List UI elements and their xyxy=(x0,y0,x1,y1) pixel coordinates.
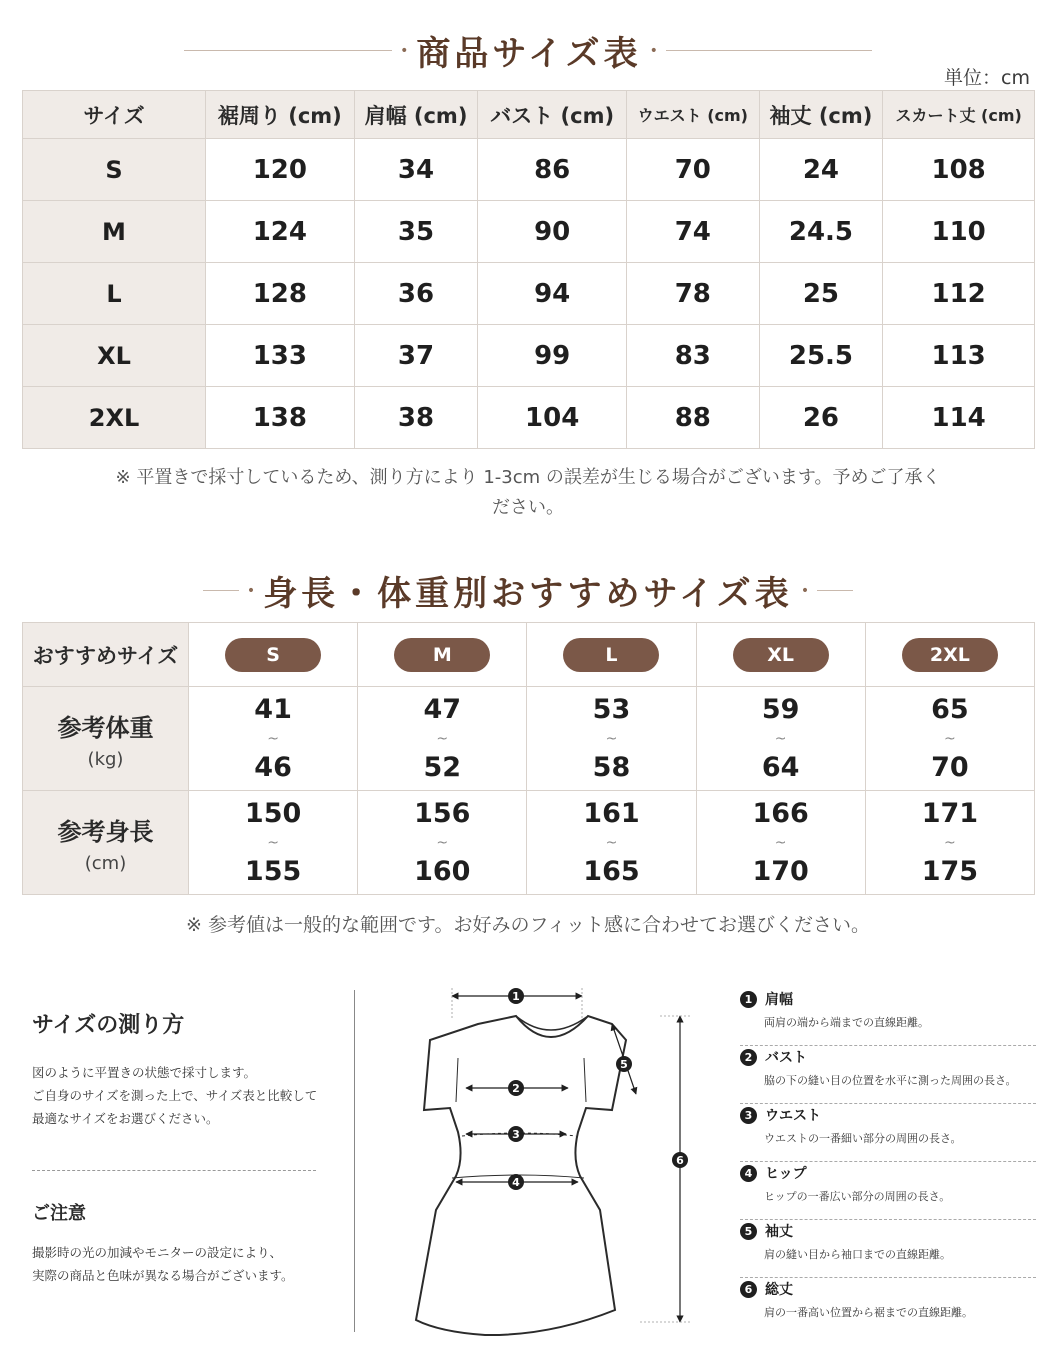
size-pill: 2XL xyxy=(902,638,998,672)
range-cell xyxy=(527,687,696,791)
howto-text: ご自身のサイズを測った上で、サイズ表と比較して xyxy=(32,1088,318,1103)
range-cell xyxy=(696,791,865,895)
table-cell: 113 xyxy=(883,325,1035,387)
table-cell: 83 xyxy=(627,325,760,387)
range-tilde: ~ xyxy=(605,834,618,851)
table-cell: 94 xyxy=(478,263,627,325)
marker-6 xyxy=(672,1152,688,1168)
table-cell: 108 xyxy=(883,139,1035,201)
range-min: 53 xyxy=(592,693,631,725)
table-cell: 74 xyxy=(627,201,760,263)
range-min: 59 xyxy=(761,693,800,725)
table-cell: 70 xyxy=(627,139,760,201)
marker-label: 6 xyxy=(676,1154,684,1167)
size-table-header xyxy=(23,91,1035,139)
table-cell: 138 xyxy=(206,387,355,449)
range-min: 150 xyxy=(244,797,302,829)
range-max: 52 xyxy=(423,751,462,783)
marker-label: 3 xyxy=(512,1128,520,1141)
size-label-cell: XL xyxy=(23,325,206,387)
title-dot: • xyxy=(400,42,409,59)
size-label-cell: 2XL xyxy=(23,387,206,449)
table-cell: 114 xyxy=(883,387,1035,449)
table-cell: 88 xyxy=(627,387,760,449)
header-cell: スカート丈 (cm) xyxy=(883,91,1035,139)
size-table xyxy=(22,90,1035,449)
height-label-cell xyxy=(23,791,189,895)
table-cell: 26 xyxy=(759,387,883,449)
dress-outline xyxy=(416,1016,626,1335)
caution-text: 実際の商品と色味が異なる場合がございます。 xyxy=(32,1268,294,1283)
table-cell: 86 xyxy=(478,139,627,201)
size-table-note xyxy=(40,463,1016,523)
range-tilde: ~ xyxy=(267,834,279,851)
howto-text: 図のように平置きの状態で採寸します。 xyxy=(32,1065,257,1080)
howto-title: サイズの測り方 xyxy=(32,1013,185,1038)
header-cell: バスト (cm) xyxy=(478,91,627,139)
table-row xyxy=(23,201,1035,263)
table-cell: 133 xyxy=(206,325,355,387)
height-row xyxy=(23,791,1035,895)
range-cell xyxy=(358,791,527,895)
legend-desc: ウエストの一番細い部分の周囲の長さ。 xyxy=(764,1132,962,1145)
marker-label: 5 xyxy=(620,1058,628,1071)
legend-item xyxy=(740,1220,1036,1278)
table-cell: 24.5 xyxy=(759,201,883,263)
range-cell xyxy=(189,687,358,791)
range-cell xyxy=(527,791,696,895)
caution-title: ご注意 xyxy=(32,1203,86,1224)
marker-label: 1 xyxy=(512,990,520,1003)
height-label: 参考身長 xyxy=(57,817,154,846)
title-dot: • xyxy=(800,582,810,599)
legend-desc: 肩の一番高い位置から裾までの直線距離。 xyxy=(764,1306,973,1319)
size-label-cell: L xyxy=(23,263,206,325)
range-tilde: ~ xyxy=(944,834,956,851)
header-cell: 肩幅 (cm) xyxy=(354,91,478,139)
range-tilde: ~ xyxy=(774,730,787,747)
recommend-note: ※ 参考値は一般的な範囲です。お好みのフィット感に合わせてお選びください。 xyxy=(186,914,870,936)
legend-item xyxy=(740,988,1036,1046)
table-cell: 90 xyxy=(478,201,627,263)
table-cell: 128 xyxy=(206,263,355,325)
range-min: 156 xyxy=(414,797,471,829)
size-pill-cell xyxy=(189,623,358,687)
note-line: ださい。 xyxy=(492,497,564,518)
table-row xyxy=(23,139,1035,201)
legend-item xyxy=(740,1278,1036,1336)
size-label-cell: S xyxy=(23,139,206,201)
range-tilde: ~ xyxy=(605,730,618,747)
range-tilde: ~ xyxy=(944,730,956,747)
table-cell: 35 xyxy=(354,201,478,263)
range-tilde: ~ xyxy=(436,730,449,747)
size-label-cell: M xyxy=(23,201,206,263)
howto-section xyxy=(32,1008,332,1287)
header-cell: 袖丈 (cm) xyxy=(759,91,883,139)
legend-title: 肩幅 xyxy=(765,992,793,1008)
table-cell: 34 xyxy=(354,139,478,201)
size-table-title: 商品サイズ表 xyxy=(416,34,642,74)
title-divider-left xyxy=(203,590,239,591)
legend-title: 袖丈 xyxy=(765,1224,793,1240)
range-max: 58 xyxy=(592,751,631,783)
measurement-legend xyxy=(740,988,1036,1336)
range-cell xyxy=(865,687,1034,791)
size-pill: M xyxy=(394,638,490,672)
legend-number: 3 xyxy=(740,1107,757,1124)
range-tilde: ~ xyxy=(267,730,279,747)
table-row xyxy=(23,387,1035,449)
recommend-header-label: おすすめサイズ xyxy=(23,623,189,687)
range-min: 47 xyxy=(423,693,462,725)
range-max: 70 xyxy=(931,751,969,783)
legend-number: 5 xyxy=(740,1223,757,1240)
weight-unit: (kg) xyxy=(87,748,124,770)
height-unit: (cm) xyxy=(84,852,127,874)
weight-row xyxy=(23,687,1035,791)
table-cell: 24 xyxy=(759,139,883,201)
range-min: 166 xyxy=(752,797,809,829)
howto-divider xyxy=(32,1170,316,1171)
legend-title: ヒップ xyxy=(765,1166,807,1182)
legend-desc: ヒップの一番広い部分の周囲の長さ。 xyxy=(764,1190,951,1203)
table-cell: 37 xyxy=(354,325,478,387)
marker-1 xyxy=(508,988,524,1004)
table-row xyxy=(23,325,1035,387)
range-cell xyxy=(358,687,527,791)
caution-text: 撮影時の光の加減やモニターの設定により、 xyxy=(32,1245,283,1260)
range-max: 160 xyxy=(414,855,471,887)
title-divider-right xyxy=(666,50,872,51)
marker-5 xyxy=(616,1056,632,1072)
size-pill: S xyxy=(225,638,321,672)
marker-label: 4 xyxy=(512,1176,520,1189)
range-cell xyxy=(189,791,358,895)
legend-item xyxy=(740,1104,1036,1162)
legend-item xyxy=(740,1046,1036,1104)
marker-3 xyxy=(508,1126,524,1142)
legend-desc: 肩の縫い目から袖口までの直線距離。 xyxy=(764,1248,951,1261)
range-tilde: ~ xyxy=(436,834,449,851)
legend-number: 2 xyxy=(740,1049,757,1066)
dress-measurement-diagram xyxy=(400,980,700,1340)
size-pill-cell xyxy=(696,623,865,687)
table-cell: 25 xyxy=(759,263,883,325)
marker-2 xyxy=(508,1080,524,1096)
table-cell: 104 xyxy=(478,387,627,449)
legend-number: 6 xyxy=(740,1281,757,1298)
size-pill: L xyxy=(563,638,659,672)
recommend-table xyxy=(22,622,1035,895)
table-cell: 78 xyxy=(627,263,760,325)
legend-desc: 両肩の端から端までの直線距離。 xyxy=(764,1016,929,1029)
range-min: 65 xyxy=(931,693,969,725)
size-pill-cell xyxy=(358,623,527,687)
size-pill: XL xyxy=(733,638,829,672)
legend-number: 4 xyxy=(740,1165,757,1182)
range-max: 170 xyxy=(752,855,809,887)
unit-label: 単位：cm xyxy=(944,67,1030,89)
table-cell: 120 xyxy=(206,139,355,201)
title-divider-right xyxy=(817,590,853,591)
header-cell: サイズ xyxy=(23,91,206,139)
table-cell: 124 xyxy=(206,201,355,263)
table-cell: 110 xyxy=(883,201,1035,263)
table-cell: 36 xyxy=(354,263,478,325)
title-divider-left xyxy=(184,50,392,51)
title-dot: • xyxy=(246,582,256,599)
marker-4 xyxy=(508,1174,524,1190)
legend-title: 総丈 xyxy=(765,1282,793,1298)
legend-title: バスト xyxy=(765,1050,807,1066)
legend-title: ウエスト xyxy=(765,1108,821,1124)
weight-label: 参考体重 xyxy=(57,713,154,742)
table-row xyxy=(23,263,1035,325)
size-pill-cell xyxy=(527,623,696,687)
range-cell xyxy=(696,687,865,791)
weight-label-cell xyxy=(23,687,189,791)
size-table-title-row xyxy=(0,26,1056,75)
legend-desc: 脇の下の縫い目の位置を水平に測った周囲の長さ。 xyxy=(764,1074,1017,1087)
recommend-size-row xyxy=(23,623,1035,687)
range-tilde: ~ xyxy=(774,834,787,851)
legend-item xyxy=(740,1162,1036,1220)
range-max: 64 xyxy=(761,751,800,783)
header-cell: 裾周り (cm) xyxy=(206,91,355,139)
section-divider xyxy=(354,990,355,1332)
range-min: 161 xyxy=(583,797,640,829)
range-max: 175 xyxy=(921,855,979,887)
range-max: 155 xyxy=(244,855,302,887)
range-cell xyxy=(865,791,1034,895)
range-min: 171 xyxy=(921,797,979,829)
table-cell: 112 xyxy=(883,263,1035,325)
howto-text: 最適なサイズをお選びください。 xyxy=(32,1111,219,1126)
table-cell: 99 xyxy=(478,325,627,387)
title-dot: • xyxy=(649,42,658,59)
range-min: 41 xyxy=(254,693,292,725)
table-cell: 38 xyxy=(354,387,478,449)
table-cell: 25.5 xyxy=(759,325,883,387)
size-pill-cell xyxy=(865,623,1034,687)
recommend-title-row xyxy=(0,566,1056,615)
legend-number: 1 xyxy=(740,991,757,1008)
marker-label: 2 xyxy=(512,1082,520,1095)
range-max: 165 xyxy=(583,855,640,887)
note-line: ※ 平置きで採寸しているため、測り方により 1-3cm の誤差が生じる場合がございます。予めご了承く xyxy=(115,467,941,488)
range-max: 46 xyxy=(254,751,292,783)
header-cell: ウエスト (cm) xyxy=(627,91,760,139)
recommend-table-title: 身長・体重別おすすめサイズ表 xyxy=(263,574,793,614)
